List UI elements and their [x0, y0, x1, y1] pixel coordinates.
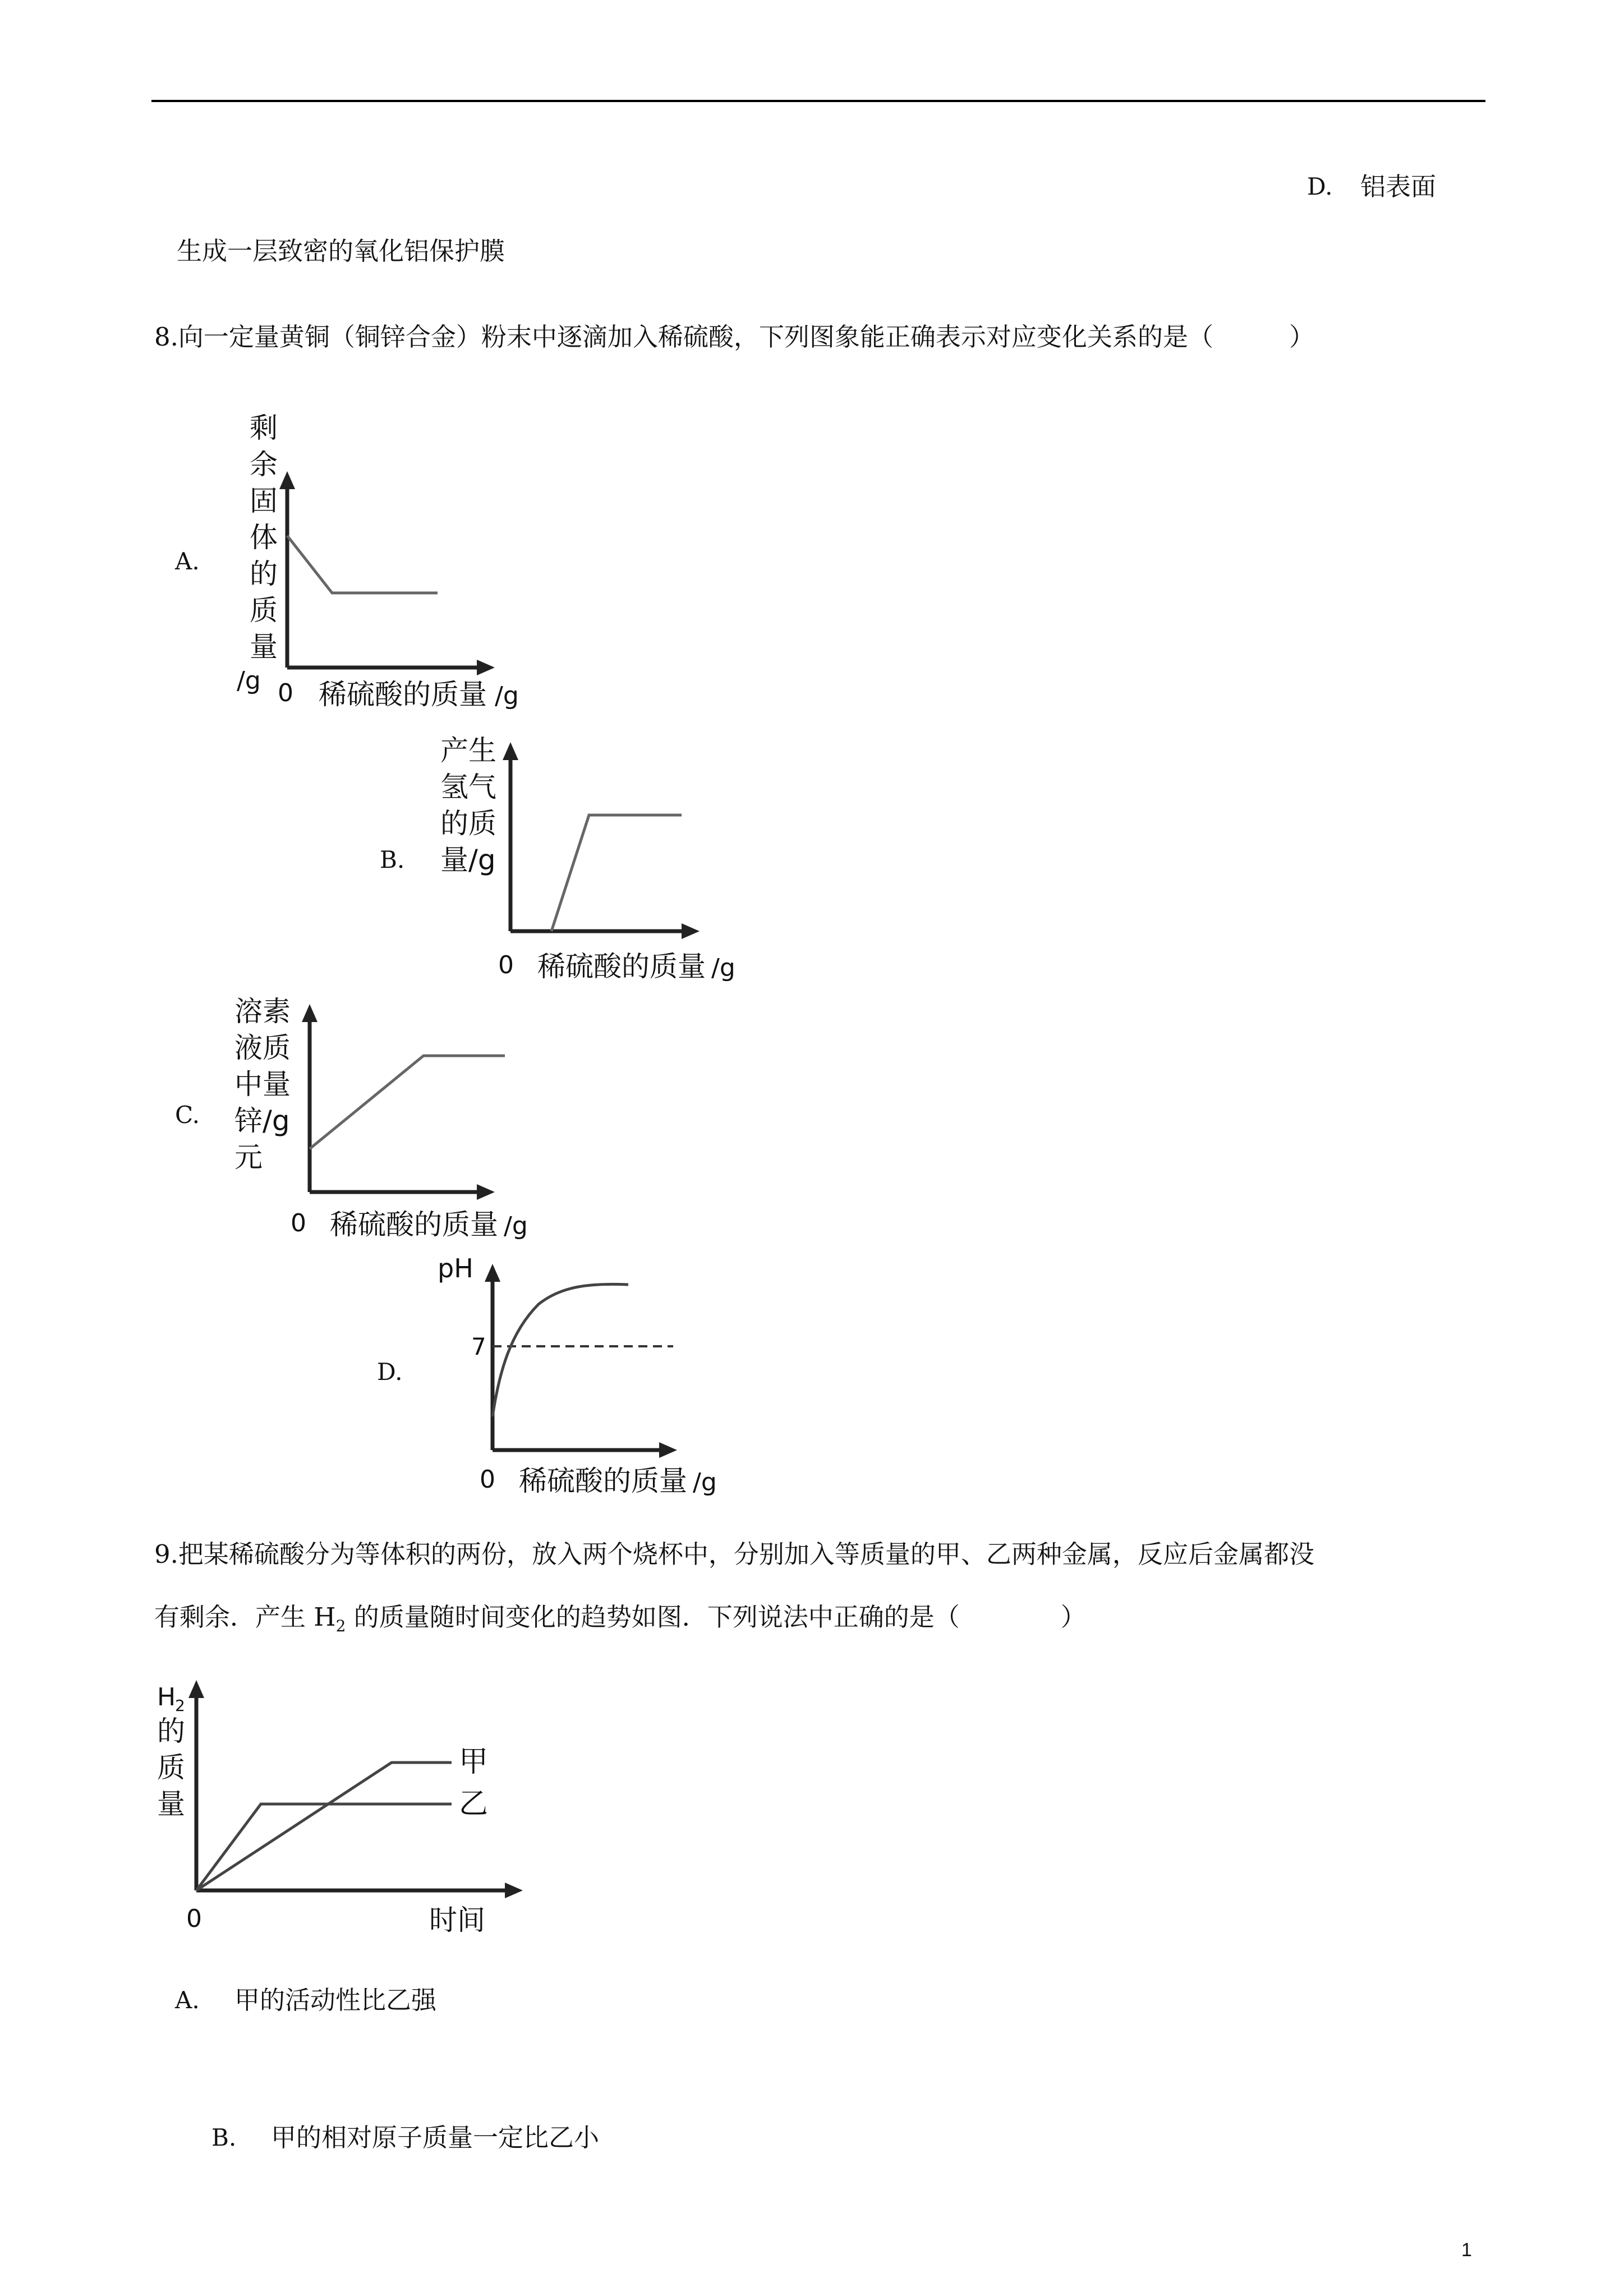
q9-x-arrow [505, 1883, 523, 1898]
q8-chart-d [426, 1243, 740, 1501]
q8a-ylabel-char: 质 [250, 594, 278, 627]
q9-option-a-label: A. [175, 1986, 200, 2014]
q9-option-a-text: 甲的活动性比乙强 [234, 1985, 437, 2015]
q8b-x-arrow [682, 923, 700, 939]
page-number: 1 [1461, 2239, 1472, 2261]
q8a-xlabel: 稀硫酸的质量 [319, 678, 487, 711]
q8-chart-a [224, 393, 539, 729]
q8c-xlabel: 稀硫酸的质量 [330, 1208, 498, 1241]
q9-option-b-text: 甲的相对原子质量一定比乙小 [271, 2123, 600, 2152]
q8-chart-c [224, 993, 539, 1251]
q8c-ylabel-line: 液质 [234, 1032, 291, 1064]
q8-option-d-label: D. [377, 1358, 403, 1386]
q8b-series-line [551, 815, 682, 931]
q8b-xunit: /g [711, 954, 735, 982]
q8c-xunit: /g [504, 1212, 528, 1240]
q8d-xlabel: 稀硫酸的质量 [519, 1465, 687, 1497]
q8d-origin: 0 [480, 1465, 495, 1494]
q9-stem-line2 [154, 1604, 1086, 1634]
q9-y-arrow [188, 1680, 204, 1698]
q7-option-d-label: D. [1307, 173, 1333, 200]
q8d-y-arrow [485, 1264, 500, 1282]
q8a-yunit: /g [237, 666, 261, 695]
q8b-ylabel-line: 的质 [440, 807, 496, 840]
q7-option-d-text-cont: 生成一层致密的氧化铝保护膜 [177, 236, 505, 266]
q8a-origin: 0 [278, 679, 293, 707]
q9-series-yi-label: 乙 [459, 1787, 489, 1821]
q8-option-b-label: B. [380, 846, 405, 873]
q9-ylabel-sub: 2 [175, 1696, 185, 1715]
q9-series-yi-line [196, 1804, 452, 1890]
q8d-x-arrow [659, 1442, 677, 1458]
q9-chart [151, 1674, 544, 1944]
q8a-ylabel-char: 体 [250, 521, 278, 554]
q9-stem-line2-a: 有剩余．产生 H [154, 1602, 336, 1632]
q8-option-c-label: C. [175, 1101, 200, 1129]
q8c-ylabel-line: 中量 [234, 1068, 291, 1101]
q8d-ylabel: pH [438, 1253, 473, 1283]
q8-chart-b [432, 726, 746, 996]
q8a-xunit: /g [495, 682, 519, 710]
q8c-x-arrow [477, 1184, 495, 1200]
q8c-ylabel-line: 溶素 [234, 995, 291, 1028]
q8c-y-arrow [302, 1004, 318, 1022]
header-rule [151, 100, 1485, 102]
q8a-series-line [287, 536, 438, 593]
q8b-origin: 0 [498, 951, 514, 979]
q9-ylabel-char: 量 [157, 1788, 185, 1820]
q7-option-d-text: 铝表面 [1360, 172, 1437, 201]
q8a-x-arrow [477, 660, 495, 675]
q8a-y-arrow [279, 471, 295, 489]
q8b-y-arrow [503, 742, 518, 760]
q9-stem-subscript: 2 [335, 1617, 346, 1635]
q8a-ylabel-char: 余 [250, 448, 278, 481]
q8b-ylabel-line: 氢气 [440, 771, 496, 803]
q9-ylabel-char: 的 [157, 1715, 185, 1747]
q9-stem-line2-b: 的质量随时间变化的趋势如图．下列说法中正确的是（ ） [346, 1602, 1086, 1632]
q8-stem: 8.向一定量黄铜（铜锌合金）粉末中逐滴加入稀硫酸，下列图象能正确表示对应变化关系的是（ ） [154, 322, 1314, 352]
q9-stem-line1: 9.把某稀硫酸分为等体积的两份，放入两个烧杯中，分别加入等质量的甲、乙两种金属，反应后金属都没 [154, 1539, 1314, 1569]
q8d-ref-label: 7 [471, 1333, 486, 1360]
q9-xlabel: 时间 [429, 1904, 485, 1936]
q9-series-jia-line [196, 1763, 452, 1890]
q8b-xlabel: 稀硫酸的质量 [537, 950, 706, 983]
q8d-series-curve [493, 1284, 628, 1416]
q9-origin: 0 [186, 1904, 202, 1933]
q8c-ylabel-line: 元 [234, 1141, 263, 1174]
q9-ylabel-h: H [157, 1683, 176, 1711]
q9-option-b-label: B. [211, 2124, 237, 2151]
q8c-series-line [310, 1056, 505, 1149]
q8d-xunit: /g [693, 1468, 717, 1497]
q8-option-a-label: A. [175, 547, 200, 575]
q8b-ylabel-line: 产生 [440, 734, 496, 767]
q9-ylabel-char: 质 [157, 1751, 185, 1784]
q8c-origin: 0 [291, 1209, 306, 1237]
q8a-ylabel-char: 量 [250, 631, 278, 663]
q9-series-jia-label: 甲 [459, 1745, 489, 1779]
q8a-ylabel-char: 固 [250, 485, 278, 517]
q8a-ylabel-char: 剩 [250, 412, 278, 444]
q8b-ylabel-line: 量/g [440, 844, 496, 876]
q8c-ylabel-line: 锌/g [234, 1105, 290, 1137]
q8a-ylabel-char: 的 [250, 558, 278, 590]
